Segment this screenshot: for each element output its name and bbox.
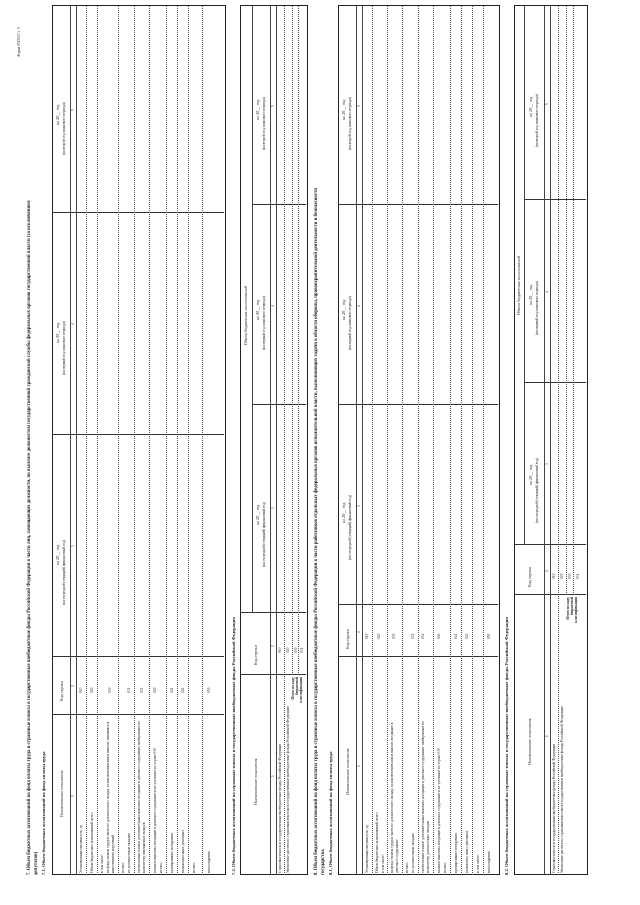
table-row-code: 032 <box>421 633 425 639</box>
table-row-code: 030 <box>294 647 298 653</box>
table-row-label: количеству замещаемых окладов <box>142 822 146 873</box>
heading-section-7-cont: депутатов) <box>34 851 39 875</box>
table-8-2-colnum: 2 <box>544 570 549 572</box>
table-7-2-col-y1-sub: (на очередной (текущий) финансовый год) <box>262 501 266 567</box>
table-row-label: выполнением поручений <box>111 834 115 873</box>
table-8-1-colnum: 2 <box>356 631 361 633</box>
table-row-label: в том числе: <box>476 854 480 873</box>
table-row-label: Установленная численность, ед <box>365 824 369 873</box>
table-7-1-col-y1: на 20__ год <box>55 544 60 565</box>
table-row-code: 050 <box>487 633 491 639</box>
table-8-1-col-y2: на 20__ год <box>341 299 346 320</box>
table-8-2-col-y2: на 20__ год <box>528 284 533 305</box>
table-row-code: 020 <box>377 633 381 639</box>
table-row-code: 030 <box>568 573 572 579</box>
table-7-2-colnum: 5 <box>270 105 275 107</box>
table-7-2-col-y2-sub: (на первый год планового периода) <box>262 296 266 350</box>
table-8-2-colnum: 3 <box>544 463 549 465</box>
table-row-label: на иные выплаты, входящие в денежное содержание и не учтенные по строке 030 <box>153 748 157 873</box>
table-row-label: по должностным окладам <box>411 833 415 873</box>
table-row-label: Страховые взносы в государственные внебюджетные фонды Российской Федерации <box>552 743 556 873</box>
table-7-1-col-code: Код строки <box>59 681 64 701</box>
table-7-1-col-y3-sub: (на второй год планового периода) <box>62 102 66 155</box>
table-row-code: 020 <box>286 647 290 653</box>
table-7-2-col-group: Объем бюджетных ассигнований <box>243 285 248 345</box>
table-row-label: на фонд оплаты труда в части по должностного оклада, за исключением иных выплат, связанных в <box>106 721 110 873</box>
table-7-1-colnum: 5 <box>70 109 75 111</box>
table-7-2-col-y2: на 20__ год <box>255 299 260 320</box>
table-7-2-total-label: Итого по коду бюджетной классификации <box>291 677 303 703</box>
table-row-label: на выплаты иных денежных <box>181 829 185 873</box>
table-8-2-colnum: 1 <box>544 735 549 737</box>
heading-section-8-cont: государства <box>321 849 326 875</box>
table-row-code: 042 <box>181 687 185 693</box>
table-row-code: 041 <box>170 687 174 693</box>
table-row-label: количеству должностных окладов <box>426 820 430 873</box>
table-8-1-colnum: 3 <box>356 505 361 507</box>
table-row-code: 010 <box>365 633 369 639</box>
table-8-2-col-y2-sub: (на первый год планового периода) <box>535 281 539 335</box>
table-8-1-colnum: 4 <box>356 305 361 307</box>
table-row-label: на поощрения <box>487 851 491 873</box>
table-7-1-colnum: 1 <box>70 795 75 797</box>
table-row-code: 030 <box>392 633 396 639</box>
table-row-label: из них: <box>192 862 196 873</box>
table-8-1-col-name: Наименование показателя <box>345 748 350 795</box>
table-row-code: 020 <box>90 687 94 693</box>
table-row-label: Увеличение расчета по страховым взносам в государственные внебюджетные фонды Российской Федерации <box>560 706 564 873</box>
table-row-label: на поощрения <box>207 851 211 873</box>
table-7-2-col-y1: на 20__ год <box>255 504 260 525</box>
table-7-1-col-name: Наименование показателя <box>59 770 64 817</box>
table-7-2-colnum: 3 <box>270 507 275 509</box>
table-8-2-col-name: Наименование показателя <box>527 718 532 765</box>
table-8-1-col-y2-sub: (на первый год планового периода) <box>348 296 352 350</box>
table-7-2-colnum: 2 <box>270 645 275 647</box>
table-8-1-col-y3: на 20__ год <box>341 99 346 120</box>
table-8-2-col-y3: на 20__ год <box>528 96 533 117</box>
table-8-1-colnum: 5 <box>356 105 361 107</box>
table-7-2-col-name: Наименование показателя <box>253 758 258 805</box>
table-row-code: 010 <box>79 687 83 693</box>
table-8-2-col-y1-sub: (на очередной (текущий) финансовый год) <box>535 457 539 523</box>
table-row-label: Объем бюджетных ассигнований, всего <box>90 812 94 873</box>
table-8-2-total-label: Итого по коду бюджетной классификации <box>566 597 578 623</box>
table-row-label: из них: <box>159 862 163 873</box>
heading-section-7-1: 7.1. Объем бюджетных ассигнований на фонд оплаты труда <box>41 751 46 875</box>
table-row-code: 031 <box>127 687 131 693</box>
table-row-code: 031 <box>411 633 415 639</box>
table-7-2-col-y3-sub: (на второй год планового периода) <box>262 97 266 150</box>
table-row-label: премирование поощрения <box>170 833 174 873</box>
table-row-code: 032 <box>140 687 144 693</box>
table-8-1-col-y1-sub: (на очередной (текущий) финансовый год) <box>348 494 352 560</box>
table-row-code: 041 <box>454 633 458 639</box>
table-8-2-col-y3-sub: (на второй год планового периода) <box>535 94 539 147</box>
table-row-code: 030 <box>108 687 112 693</box>
table-7-1-colnum: 2 <box>70 685 75 687</box>
heading-section-8-2: 8.2. Объем бюджетных ассигнований на страховые взносы в государственные внебюджетные фонды Российской Федерации <box>504 617 509 875</box>
table-7-2-colnum: 1 <box>270 775 275 777</box>
table-8-2-col-code: Код строки <box>527 567 532 587</box>
table-8-1-col-y3-sub: (на второй год планового периода) <box>348 97 352 150</box>
table-row-label: в том числе: <box>100 854 104 873</box>
table-row-code: 050 <box>207 687 211 693</box>
table-8-2-total-code: 031 <box>576 573 580 579</box>
table-row-label: ежемесячные и иные дополнительные выплаты, входящие в денежное содержание, выбираемые по <box>421 720 425 873</box>
table-7-2-col-y3: на 20__ год <box>255 99 260 120</box>
table-7-1-col-y1-sub: (на очередной (текущий) финансовый год) <box>62 539 66 605</box>
table-row-code: 040 <box>437 633 441 639</box>
table-7-1-colnum: 3 <box>70 545 75 547</box>
table-row-label: по должностным окладам <box>127 833 131 873</box>
table-8-2-colnum: 4 <box>544 291 549 293</box>
table-7-1-col-y3: на 20__ год <box>55 104 60 125</box>
heading-section-8-1: 8.1. Объем бюджетных ассигнований на фонд оплаты труда <box>328 751 333 875</box>
table-row-label: премирование поощрения <box>454 833 458 873</box>
table-row-label: Объем бюджетных ассигнований, всего <box>375 812 379 873</box>
table-row-label: на выплату иных денежных <box>465 830 469 873</box>
heading-section-8: 8. Объем бюджетных ассигнований на фонд оплаты труда и страховые взносы в государственные внебюджетные фонды Российской Федерации в части работников отдельных федеральных органов исполнительной власти, выполняющих задачи в области обороны, правоохранительной деятельности и безопасности <box>314 187 319 875</box>
table-7-1-colnum: 4 <box>70 323 75 325</box>
table-row-label: из них: <box>405 862 409 873</box>
table-7-2-col-code: Код строки <box>253 645 258 665</box>
table-row-code: 042 <box>465 633 469 639</box>
table-row-label: в том числе: <box>381 854 385 873</box>
table-8-1-col-y1: на 20__ год <box>341 502 346 523</box>
table-row-code: 010 <box>278 647 282 653</box>
table-row-label: из них: <box>443 862 447 873</box>
table-8-1-col-code: Код строки <box>345 629 350 649</box>
table-7-2-colnum: 4 <box>270 305 275 307</box>
table-row-code: 040 <box>153 687 157 693</box>
table-7-1-col-y2-sub: (на первый год планового периода) <box>62 321 66 375</box>
form-label: Форма 0515027 с. 5 <box>17 27 21 57</box>
table-8-2-col-y1: на 20__ год <box>528 464 533 485</box>
table-row-code: 020 <box>560 573 564 579</box>
table-row-label: на иные выплаты, входящие в денежное содержание и не учтенные по строке 030 <box>437 748 441 873</box>
table-8-2-col-group: Объем бюджетных ассигнований <box>516 255 521 315</box>
table-7-2-total-code: 031 <box>300 647 304 653</box>
heading-section-7-2: 7.2. Объем бюджетных ассигнований на страховые взносы в государственные внебюджетные фонды Российской Федерации <box>231 617 236 875</box>
table-row-label: Страховые взносы в государственные внебюджетные фонды Российской Федерации <box>278 743 282 873</box>
table-row-label: на фонд оплаты труда в части по должностного оклада, за исключением иных выплат, входящих в <box>390 722 394 873</box>
table-8-2-colnum: 5 <box>544 103 549 105</box>
table-row-label: из них: <box>121 862 125 873</box>
heading-section-7: 7. Объем бюджетных ассигнований на фонд оплаты труда и страховые взносы в государственные внебюджетные фонды Российской Федерации в части лиц, замещающих должности, по выплате должностям государственной гражданской службы федеральных органов государственной власти (за исключением <box>27 200 32 875</box>
table-row-code: 010 <box>552 573 556 579</box>
table-7-1-col-y2: на 20__ год <box>55 322 60 343</box>
table-row-label: Установленная численность, ед <box>79 824 83 873</box>
table-row-label: денежное содержание <box>395 839 399 873</box>
table-row-label: Увеличение расчета по страховым взносам в государственные внебюджетные фонды Российской Федерации <box>286 706 290 873</box>
table-8-2-frame <box>514 5 588 875</box>
table-row-label: ежемесячные и иные дополнительные выплаты, входящие в денежное содержание, выбираемые по <box>137 720 141 873</box>
table-8-1-colnum: 1 <box>356 765 361 767</box>
